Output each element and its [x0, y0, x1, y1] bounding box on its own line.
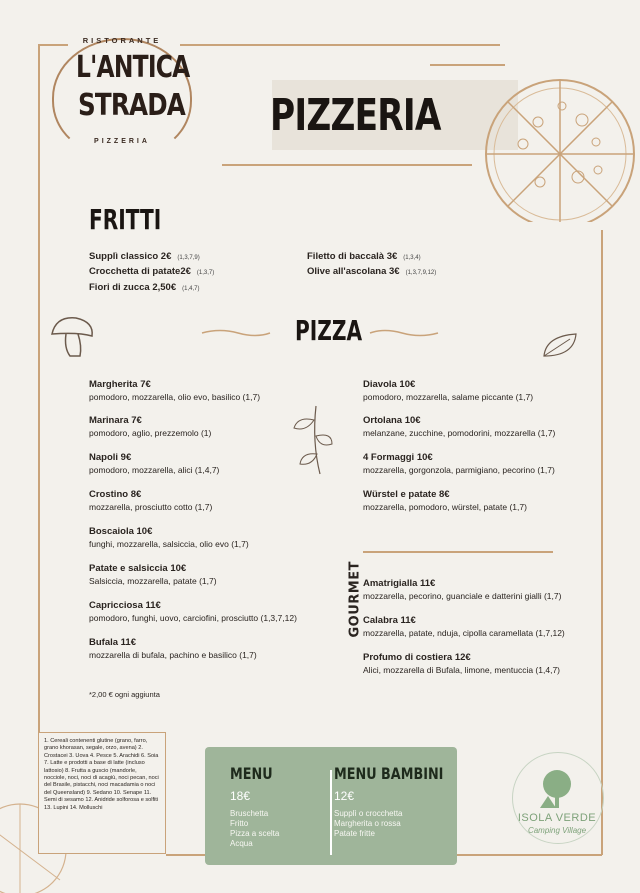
gourmet-item: Amatrigialla 11€ mozzarella, pecorino, guanciale e datterini gialli (1,7)	[363, 578, 562, 601]
pizza-item: Ortolana 10€ melanzane, zucchine, pomodorini, mozzarella (1,7)	[363, 415, 556, 438]
brand-name: ISOLA VERDE	[517, 812, 597, 824]
pizza-item: Bufala 11€ mozzarella di bufala, pachino e basilico (1,7)	[89, 637, 257, 660]
leaf-icon	[540, 330, 580, 360]
pizza-item: Napoli 9€ pomodoro, mozzarella, alici (1,4,7)	[89, 452, 220, 475]
menu-kids-price: 12€	[334, 789, 355, 803]
logo-line-2: STRADA	[78, 88, 186, 123]
menu-title: MENU	[230, 764, 273, 783]
title-top-line	[430, 64, 505, 66]
mushroom-icon	[48, 312, 98, 362]
frame-top-line	[180, 44, 500, 46]
left-ornament-icon	[200, 326, 272, 340]
right-ornament-icon	[368, 326, 440, 340]
menu-kids-column	[334, 764, 471, 839]
title-underline	[222, 164, 472, 166]
pizza-item: Capricciosa 11€ pomodoro, funghi, uovo, carciofini, prosciutto (1,3,7,12)	[89, 600, 297, 623]
allergens-legend: 1. Cereali contenenti glutine (grano, farro, grano khorasan, segale, orzo, avena) 2. Crostacei 3. Uova 4. Pesce 5. Arachidi 6. Soia 7. Latte e prodotti a base di latte (incluso lattosio) 8. Frutta a guscio (mandorle, nocciole, noci, noci di acagiù, noci pecan, noci del Brasile, pistacchi, noci macadamia o noci del Queensland) 9. Sedano 10. Senape 11. Semi di sesamo 12. Anidride solforosa e solfiti 13. Lupini 14. Molluschi	[38, 732, 166, 854]
frame-right-line	[601, 230, 603, 855]
pizza-item: Marinara 7€ pomodoro, aglio, prezzemolo (1)	[89, 415, 212, 438]
extras-note: *2,00 € ogni aggiunta	[89, 690, 160, 699]
menu-item: Acqua	[230, 839, 253, 848]
menu-kids-items	[334, 809, 471, 839]
menu-kids-item: Margherita o rossa	[334, 819, 401, 828]
restaurant-logo	[52, 30, 192, 150]
pizza-item: Boscaiola 10€ funghi, mozzarella, salsiccia, olio evo (1,7)	[89, 526, 249, 549]
menu-item: Pizza a scelta	[230, 829, 280, 838]
menu-item: Bruschetta	[230, 809, 269, 818]
pizza-title: PIZZA	[295, 314, 363, 347]
gourmet-item: Profumo di costiera 12€ Alici, mozzarella di Bufala, limone, mentuccia (1,4,7)	[363, 652, 560, 675]
tree-tent-icon	[532, 768, 582, 810]
gourmet-label: GOURMET	[347, 561, 363, 638]
gourmet-item: Calabra 11€ mozzarella, patate, nduja, cipolla caramellata (1,7,12)	[363, 615, 565, 638]
page-title: PIZZERIA	[270, 90, 441, 141]
pizza-item: 4 Formaggi 10€ mozzarella, gorgonzola, parmigiano, pecorino (1,7)	[363, 452, 555, 475]
menu-price: 18€	[230, 789, 251, 803]
fritti-item: Supplì classico 2€ (1,3,7,9)	[89, 251, 200, 262]
fritti-item: Olive all'ascolana 3€ (1,3,7,9,12)	[307, 266, 437, 277]
menu-item: Fritto	[230, 819, 249, 828]
fritti-item: Crocchetta di patate2€ (1,3,7)	[89, 266, 215, 277]
frame-left-line	[38, 44, 40, 734]
menu-kids-item: Supplì o crocchetta	[334, 809, 403, 818]
pizza-illustration-icon	[478, 72, 640, 222]
gourmet-divider	[363, 551, 553, 553]
brand-tagline: Camping Village	[527, 826, 587, 835]
pizza-item: Margherita 7€ pomodoro, mozzarella, olio evo, basilico (1,7)	[89, 379, 261, 402]
fritti-item: Fiori di zucca 2,50€ (1,4,7)	[89, 282, 200, 293]
menu-items	[230, 809, 283, 849]
fritti-item: Filetto di baccalà 3€ (1,3,4)	[307, 251, 421, 262]
menu-divider	[330, 770, 332, 855]
logo-bottom-text: PIZZERIA	[94, 138, 150, 145]
logo-line-1: L'ANTICA	[76, 50, 190, 85]
menu-column	[230, 764, 283, 849]
logo-top-text: RISTORANTE	[82, 36, 162, 45]
pizza-item: Würstel e patate 8€ mozzarella, pomodoro, würstel, patate (1,7)	[363, 489, 527, 512]
pizza-item: Patate e salsiccia 10€ Salsiccia, mozzarella, patate (1,7)	[89, 563, 217, 586]
pizza-item: Crostino 8€ mozzarella, prosciutto cotto (1,7)	[89, 489, 213, 512]
menu-kids-item: Patate fritte	[334, 829, 375, 838]
menu-kids-title: MENU BAMBINI	[334, 764, 444, 783]
fritti-title: FRITTI	[89, 203, 162, 236]
pizza-item: Diavola 10€ pomodoro, mozzarella, salame piccante (1,7)	[363, 379, 534, 402]
